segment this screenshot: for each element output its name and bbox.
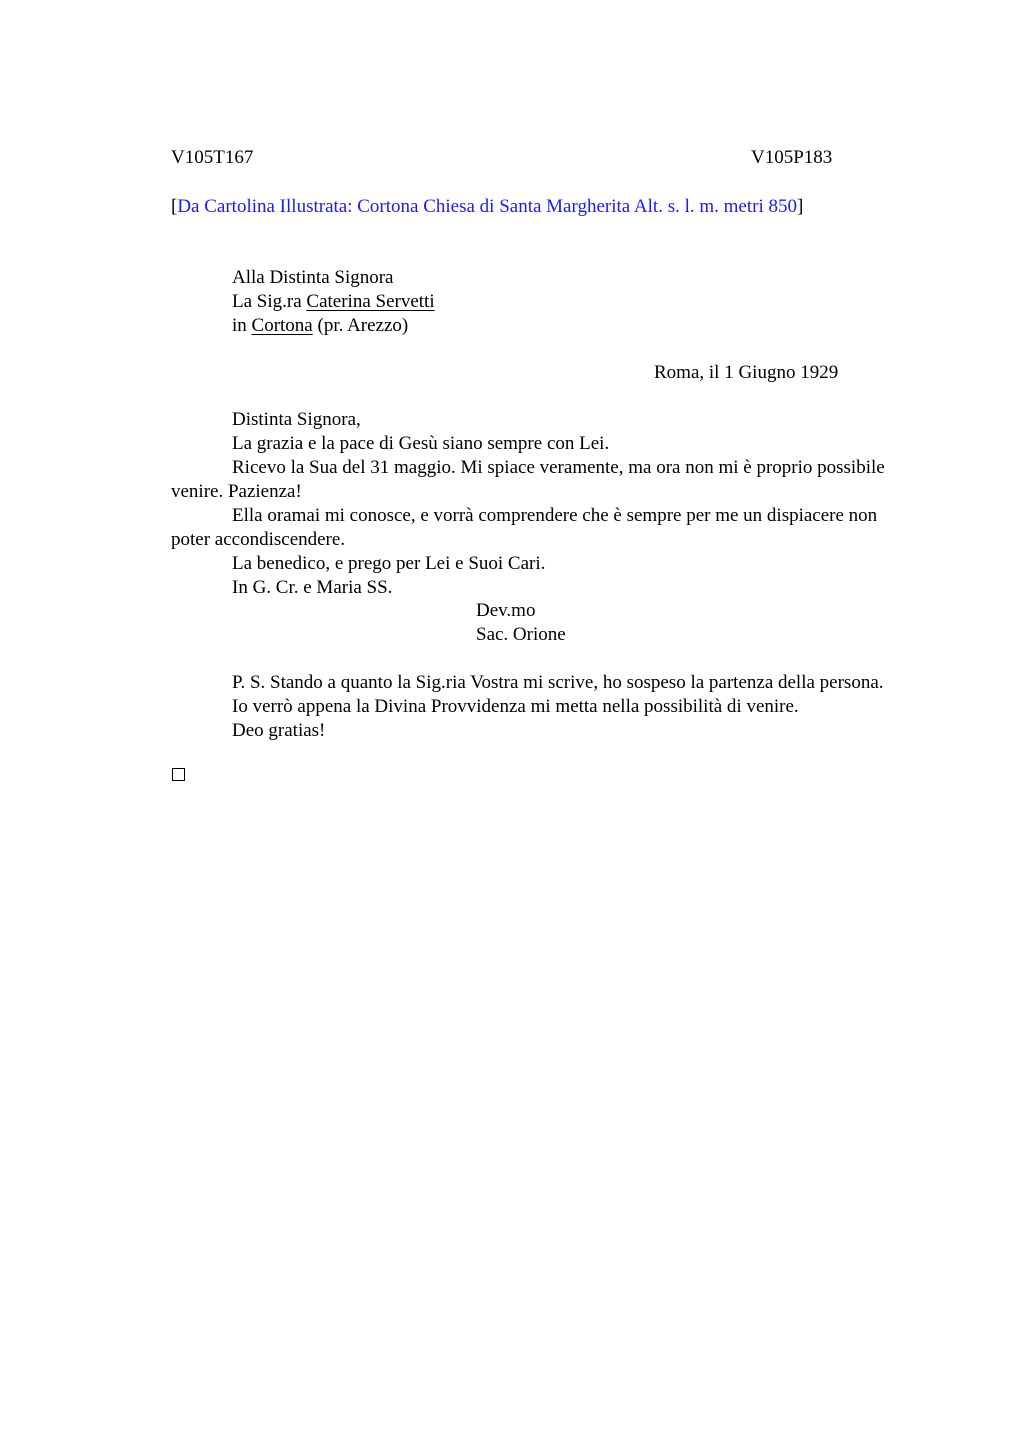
left-reference-code: V105T167 [171,147,254,168]
recipient-city: Cortona [251,315,313,336]
body-paragraph-4: La benedico, e prego per Lei e Suoi Cari. [232,553,546,574]
signature-closing: Dev.mo [476,600,536,621]
postcard-note-text: Da Cartolina Illustrata: Cortona Chiesa di Santa Margherita Alt. s. l. m. metri 850 [177,196,797,217]
recipient-name: Caterina Servetti [306,291,435,312]
right-reference-code: V105P183 [751,147,833,168]
address-line-3 [232,314,408,338]
postscript-paragraph-3: Deo gratias! [232,720,326,741]
body-paragraph-5: In G. Cr. e Maria SS. [232,577,393,598]
address-province: (pr. Arezzo) [312,315,409,336]
address-line-1: Alla Distinta Signora [232,267,394,288]
address-title: La Sig.ra [232,291,307,312]
close-bracket: ] [797,196,804,217]
end-marker-box [172,768,185,781]
signature-name: Sac. Orione [476,624,566,645]
letter-body [171,408,906,600]
postscript-paragraph-2: Io verrò appena la Divina Provvidenza mi metta nella possibilità di venire. [232,696,799,717]
salutation: Distinta Signora, [232,409,361,430]
address-in: in [232,315,252,336]
body-paragraph-1: La grazia e la pace di Gesù siano sempre con Lei. [232,433,610,454]
postscript-paragraph-1: P. S. Stando a quanto la Sig.ria Vostra mi scrive, ho sospeso la partenza della persona. [232,672,884,693]
body-paragraph-2: Ricevo la Sua del 31 maggio. Mi spiace veramente, ma ora non mi è proprio possibile venire. Pazienza! [171,457,885,502]
open-bracket: [ [171,196,178,217]
postscript [171,671,906,743]
date-line: Roma, il 1 Giugno 1929 [654,362,839,383]
address-line-2 [232,290,435,314]
postcard-note [171,195,803,219]
body-paragraph-3: Ella oramai mi conosce, e vorrà comprendere che è sempre per me un dispiacere non poter accondiscendere. [171,505,878,550]
